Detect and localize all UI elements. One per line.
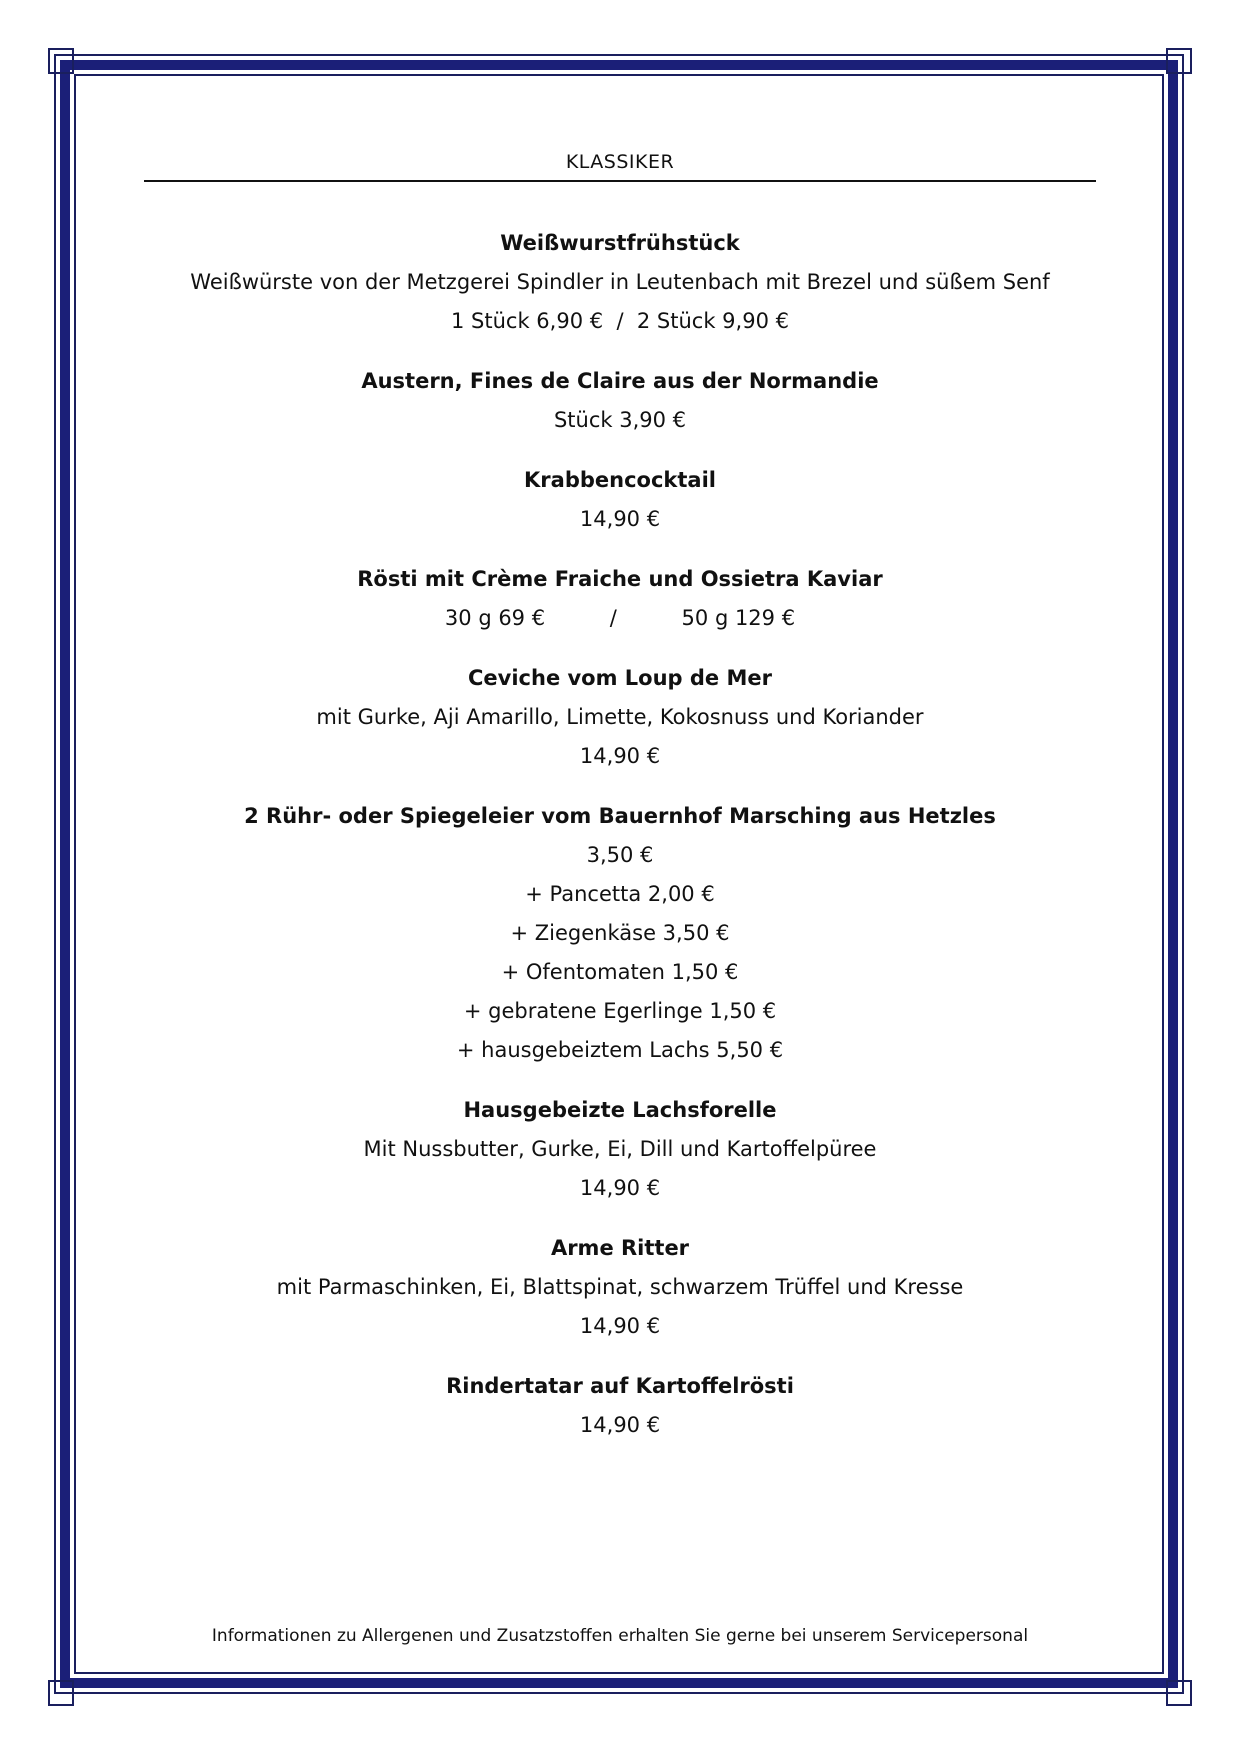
item-description: mit Parmaschinken, Ei, Blattspinat, schwarzem Trüffel und Kresse — [276, 1275, 964, 1299]
allergen-note: Informationen zu Allergenen und Zusatzstoffen erhalten Sie gerne bei unserem Servicepersonal — [211, 1626, 1029, 1646]
item-extra: + Ofentomaten 1,50 € — [501, 960, 739, 984]
item-price: 3,50 € — [586, 843, 654, 867]
menu-items — [144, 224, 1096, 1445]
price-option-small: 30 g 69 € — [444, 606, 546, 630]
item-extra: + hausgebeiztem Lachs 5,50 € — [456, 1038, 784, 1062]
item-price: Stück 3,90 € — [553, 408, 687, 432]
item-name: Krabbencocktail — [524, 468, 716, 492]
menu-item — [144, 1229, 1096, 1346]
item-price: 14,90 € — [579, 1314, 661, 1338]
item-extra: + Ziegenkäse 3,50 € — [510, 921, 730, 945]
menu-content — [144, 148, 1096, 1466]
item-price: 14,90 € — [579, 1413, 661, 1437]
item-price: 1 Stück 6,90 € / 2 Stück 9,90 € — [451, 309, 789, 333]
menu-item — [144, 224, 1096, 341]
section-title: KLASSIKER — [565, 151, 675, 173]
frame-corner-ornament — [1166, 1680, 1192, 1706]
item-name: Rösti mit Crème Fraiche und Ossietra Kaviar — [357, 567, 883, 591]
item-description: Weißwürste von der Metzgerei Spindler in Leutenbach mit Brezel und süßem Senf — [190, 270, 1050, 294]
item-description: mit Gurke, Aji Amarillo, Limette, Kokosnuss und Koriander — [316, 705, 924, 729]
item-name: 2 Rühr- oder Spiegeleier vom Bauernhof Marsching aus Hetzles — [244, 804, 996, 828]
item-price: 14,90 € — [579, 1176, 661, 1200]
frame-corner-ornament — [48, 1680, 74, 1706]
item-name: Weißwurstfrühstück — [500, 231, 740, 255]
item-price: 14,90 € — [579, 744, 661, 768]
item-name: Hausgebeizte Lachsforelle — [463, 1098, 777, 1122]
price-separator: / — [609, 606, 617, 630]
item-name: Rindertatar auf Kartoffelrösti — [446, 1374, 794, 1398]
menu-item — [144, 659, 1096, 776]
menu-item — [144, 461, 1096, 539]
item-name: Austern, Fines de Claire aus der Normandie — [361, 369, 879, 393]
menu-item — [144, 797, 1096, 1070]
item-name: Ceviche vom Loup de Mer — [468, 666, 772, 690]
menu-item — [144, 1367, 1096, 1445]
item-price: 14,90 € — [579, 507, 661, 531]
frame-corner-ornament — [1166, 48, 1192, 74]
section-divider — [144, 180, 1096, 182]
menu-item — [144, 1091, 1096, 1208]
item-extra: + Pancetta 2,00 € — [525, 882, 715, 906]
price-option-large: 50 g 129 € — [681, 606, 796, 630]
item-name: Arme Ritter — [550, 1236, 690, 1260]
frame-corner-ornament — [48, 48, 74, 74]
item-price-options — [144, 599, 1096, 638]
item-extra: + gebratene Egerlinge 1,50 € — [463, 999, 777, 1023]
item-description: Mit Nussbutter, Gurke, Ei, Dill und Kartoffelpüree — [363, 1137, 877, 1161]
menu-item — [144, 362, 1096, 440]
menu-item — [144, 560, 1096, 638]
